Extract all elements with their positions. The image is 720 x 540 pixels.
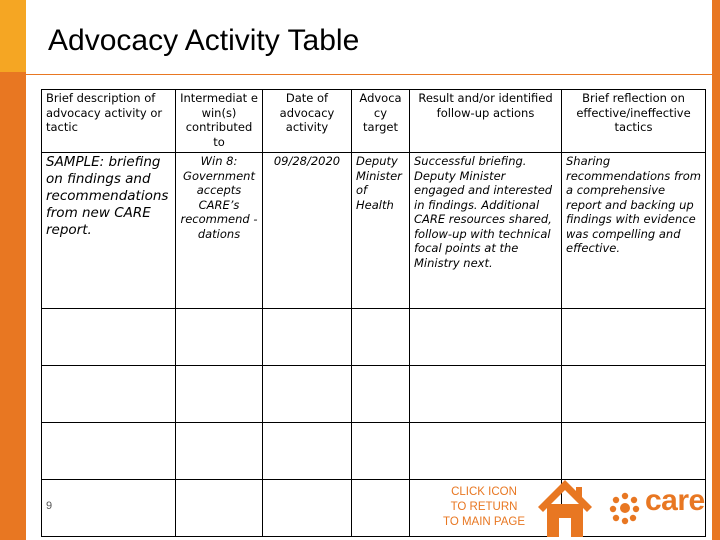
table-cell[interactable] <box>562 308 706 365</box>
table-cell[interactable] <box>42 308 176 365</box>
sample-result[interactable]: Successful briefing. Deputy Minister engaged and interested in findings. Additional CARE resources shared, follow-up with technical focal points at the Ministry next. <box>410 153 562 309</box>
page-title: Advocacy Activity Table <box>48 24 360 57</box>
accent-notch <box>0 0 26 72</box>
return-to-main-link[interactable]: CLICK ICON TO RETURN TO MAIN PAGE <box>443 486 526 528</box>
home-icon[interactable] <box>534 474 596 538</box>
table-cell[interactable] <box>176 422 263 479</box>
header-target: Advoca cy target <box>352 90 410 153</box>
sample-description[interactable]: SAMPLE: briefing on findings and recommendations from new CARE report. <box>42 153 176 309</box>
table-row <box>42 365 706 422</box>
header-result: Result and/or identified follow-up actions <box>410 90 562 153</box>
header-reflection: Brief reflection on effective/ineffective tactics <box>562 90 706 153</box>
header-date: Date of advocacy activity <box>263 90 352 153</box>
care-logo-text: care <box>645 484 705 517</box>
sample-reflection[interactable]: Sharing recommendations from a comprehensive report and backing up findings with evidence was compelling and effective. <box>562 153 706 309</box>
sample-row <box>42 153 706 309</box>
table-cell[interactable] <box>562 422 706 479</box>
sample-target[interactable]: Deputy Minister of Health <box>352 153 410 309</box>
table-row <box>42 479 706 536</box>
right-accent-bar <box>712 0 720 540</box>
table-cell[interactable] <box>176 308 263 365</box>
table-cell[interactable] <box>176 365 263 422</box>
table-cell[interactable] <box>263 308 352 365</box>
table-cell[interactable] <box>263 365 352 422</box>
table-cell[interactable] <box>352 479 410 536</box>
header-intermediate-win: Intermediat e win(s) contributed to <box>176 90 263 153</box>
table-cell[interactable] <box>410 365 562 422</box>
sample-date[interactable]: 09/28/2020 <box>263 153 352 309</box>
advocacy-activity-table <box>41 89 706 537</box>
table-cell[interactable] <box>562 365 706 422</box>
header-row <box>42 90 706 153</box>
table-cell[interactable] <box>263 422 352 479</box>
table-cell[interactable] <box>263 479 352 536</box>
slide-number: 9 <box>46 500 53 512</box>
table-cell[interactable] <box>42 365 176 422</box>
left-accent-bar <box>0 0 26 540</box>
sample-win[interactable]: Win 8: Government accepts CARE’s recommend -dations <box>176 153 263 309</box>
table-cell[interactable] <box>176 479 263 536</box>
table-cell[interactable] <box>410 422 562 479</box>
table-cell[interactable] <box>42 479 176 536</box>
table-cell[interactable] <box>352 365 410 422</box>
header-description: Brief description of advocacy activity or tactic <box>42 90 176 153</box>
table-cell[interactable] <box>352 308 410 365</box>
table-cell[interactable] <box>42 422 176 479</box>
table-cell[interactable] <box>410 308 562 365</box>
title-underline <box>26 74 712 75</box>
table-row <box>42 422 706 479</box>
table-row <box>42 308 706 365</box>
table-cell[interactable] <box>352 422 410 479</box>
